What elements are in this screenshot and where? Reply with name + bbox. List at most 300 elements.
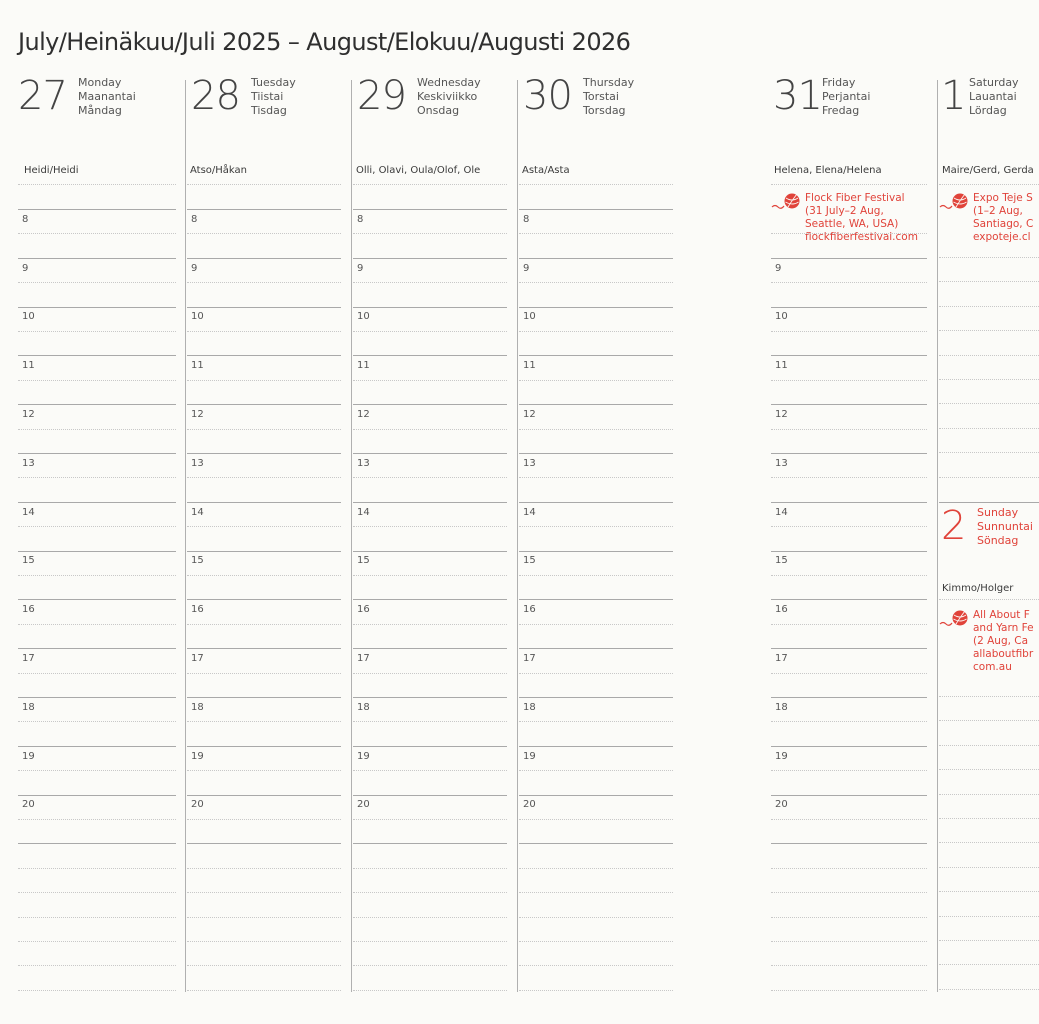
dotted-rule bbox=[18, 477, 176, 478]
dotted-rule bbox=[18, 526, 176, 527]
yarn-ball-icon bbox=[939, 609, 969, 631]
hour-label: 12 bbox=[191, 409, 204, 420]
day-number: 2 bbox=[941, 503, 966, 549]
hour-rule bbox=[18, 209, 176, 210]
column-divider bbox=[937, 80, 938, 992]
hour-label: 13 bbox=[523, 457, 536, 469]
dotted-rule bbox=[939, 940, 1039, 941]
dotted-rule bbox=[939, 281, 1039, 282]
dotted-rule bbox=[18, 282, 176, 283]
dotted-rule bbox=[187, 575, 341, 576]
hour-label: 14 bbox=[775, 506, 788, 518]
dotted-rule bbox=[187, 721, 341, 722]
dotted-rule bbox=[519, 282, 673, 283]
day-names bbox=[583, 76, 634, 118]
hour-label: 8 bbox=[357, 213, 364, 225]
hour-label: 20 bbox=[191, 799, 204, 811]
day-name-en: Tuesday bbox=[251, 76, 296, 89]
hour-label: 15 bbox=[191, 555, 204, 567]
hour-label: 17 bbox=[523, 653, 536, 664]
hour-rule bbox=[18, 307, 176, 308]
dotted-rule bbox=[519, 624, 673, 625]
dotted-rule bbox=[771, 673, 927, 674]
hour-rule bbox=[18, 258, 176, 259]
hour-rule bbox=[771, 843, 927, 844]
hour-rule bbox=[187, 404, 341, 405]
hour-rule bbox=[771, 502, 927, 503]
dotted-rule bbox=[18, 184, 176, 185]
hour-label: 16 bbox=[357, 604, 370, 616]
yarn-ball-icon bbox=[771, 192, 801, 214]
hour-rule bbox=[353, 843, 507, 844]
hour-label: 20 bbox=[22, 799, 35, 811]
dotted-rule bbox=[939, 428, 1039, 429]
dotted-rule bbox=[187, 892, 341, 893]
day-column-tuesday bbox=[187, 72, 341, 811]
column-divider bbox=[517, 80, 518, 992]
hour-label: 12 bbox=[22, 409, 35, 420]
dotted-rule bbox=[771, 770, 927, 771]
hour-label: 14 bbox=[523, 506, 536, 518]
dotted-rule bbox=[939, 306, 1039, 307]
dotted-rule bbox=[939, 403, 1039, 404]
hour-rule bbox=[187, 209, 341, 210]
hour-label: 9 bbox=[775, 262, 782, 274]
dotted-rule bbox=[18, 941, 176, 942]
hour-rule bbox=[18, 355, 176, 356]
page-title: July/Heinäkuu/Juli 2025 – August/Elokuu/Augusti 2026 bbox=[18, 28, 631, 56]
hour-label: 13 bbox=[22, 457, 35, 469]
dotted-rule bbox=[939, 989, 1039, 990]
hour-rule bbox=[18, 746, 176, 747]
dotted-rule bbox=[771, 941, 927, 942]
nameday: Maire/Gerd, Gerda bbox=[942, 165, 1034, 176]
hour-label: 12 bbox=[357, 409, 370, 420]
dotted-rule bbox=[18, 575, 176, 576]
hour-label: 14 bbox=[22, 506, 35, 518]
dotted-rule bbox=[771, 575, 927, 576]
hour-rule bbox=[18, 795, 176, 796]
dotted-rule bbox=[18, 429, 176, 430]
hour-label: 20 bbox=[357, 799, 370, 811]
hour-label: 17 bbox=[775, 653, 788, 664]
day-name-fi: Sunnuntai bbox=[977, 520, 1033, 533]
dotted-rule bbox=[519, 233, 673, 234]
hour-label: 10 bbox=[22, 311, 35, 323]
dotted-rule bbox=[519, 965, 673, 966]
dotted-rule bbox=[771, 721, 927, 722]
hour-label: 10 bbox=[523, 311, 536, 323]
column-divider bbox=[351, 80, 352, 992]
day-number: 31 bbox=[773, 73, 822, 119]
dotted-rule bbox=[353, 965, 507, 966]
hour-label: 13 bbox=[357, 457, 370, 469]
dotted-rule bbox=[939, 794, 1039, 795]
nameday: Olli, Olavi, Oula/Olof, Ole bbox=[356, 165, 481, 176]
dotted-rule bbox=[519, 477, 673, 478]
nameday: Heidi/Heidi bbox=[24, 165, 79, 176]
dotted-rule bbox=[18, 917, 176, 918]
hour-label: 18 bbox=[191, 701, 204, 713]
dotted-rule bbox=[939, 842, 1039, 843]
day-name-fi: Lauantai bbox=[969, 90, 1017, 103]
day-number: 27 bbox=[18, 73, 67, 119]
event-text: Flock Fiber Festival (31 July–2 Aug, Seattle, WA, USA) flockfiberfestival.com bbox=[805, 192, 918, 243]
dotted-rule bbox=[18, 380, 176, 381]
dotted-rule bbox=[771, 477, 927, 478]
hour-label: 15 bbox=[357, 555, 370, 567]
hour-label: 11 bbox=[523, 360, 536, 372]
dotted-rule bbox=[353, 624, 507, 625]
day-names bbox=[78, 76, 136, 118]
hour-rule bbox=[519, 404, 673, 405]
day-name-en: Saturday bbox=[969, 76, 1019, 89]
day-name-sv: Måndag bbox=[78, 104, 122, 117]
hour-rule bbox=[187, 453, 341, 454]
hour-rule bbox=[519, 502, 673, 503]
hour-rule bbox=[353, 453, 507, 454]
dotted-rule bbox=[353, 575, 507, 576]
dotted-rule bbox=[353, 941, 507, 942]
dotted-rule bbox=[187, 233, 341, 234]
dotted-rule bbox=[353, 233, 507, 234]
hour-rule bbox=[353, 355, 507, 356]
dotted-rule bbox=[187, 941, 341, 942]
hour-rule bbox=[187, 795, 341, 796]
event-expo-teje bbox=[939, 192, 1033, 244]
hour-rule bbox=[18, 697, 176, 698]
dotted-rule bbox=[939, 916, 1039, 917]
hour-rule bbox=[187, 355, 341, 356]
hour-rule bbox=[519, 843, 673, 844]
dotted-rule bbox=[939, 720, 1039, 721]
day-column-weekend bbox=[939, 72, 1039, 673]
event-flock-fiber-festival bbox=[771, 192, 918, 244]
dotted-rule bbox=[939, 696, 1039, 697]
dotted-rule bbox=[187, 380, 341, 381]
dotted-rule bbox=[187, 526, 341, 527]
dotted-rule bbox=[519, 429, 673, 430]
dotted-rule bbox=[18, 819, 176, 820]
hour-label: 11 bbox=[22, 360, 35, 372]
day-name-sv: Onsdag bbox=[417, 104, 460, 117]
day-number: 29 bbox=[357, 73, 406, 119]
dotted-rule bbox=[18, 331, 176, 332]
day-names bbox=[969, 76, 1019, 118]
hour-rule bbox=[771, 404, 927, 405]
dotted-rule bbox=[939, 379, 1039, 380]
hour-rule bbox=[519, 258, 673, 259]
hour-label: 17 bbox=[357, 653, 370, 664]
dotted-rule bbox=[771, 965, 927, 966]
day-name-en: Monday bbox=[78, 76, 122, 89]
day-number: 1 bbox=[941, 73, 966, 119]
hour-label: 14 bbox=[357, 506, 370, 518]
hour-label: 20 bbox=[523, 799, 536, 811]
hour-rule bbox=[353, 551, 507, 552]
hour-label: 16 bbox=[523, 604, 536, 616]
dotted-rule bbox=[519, 990, 673, 991]
hour-label: 8 bbox=[523, 213, 530, 225]
dotted-rule bbox=[771, 184, 927, 185]
hour-rule bbox=[187, 843, 341, 844]
day-column-thursday bbox=[519, 72, 673, 811]
dotted-rule bbox=[939, 599, 1039, 600]
hour-rule bbox=[18, 502, 176, 503]
dotted-rule bbox=[519, 673, 673, 674]
hour-label: 15 bbox=[22, 555, 35, 567]
hour-rule bbox=[771, 599, 927, 600]
hour-rule bbox=[18, 648, 176, 649]
dotted-rule bbox=[519, 331, 673, 332]
hour-label: 10 bbox=[357, 311, 370, 323]
dotted-rule bbox=[187, 184, 341, 185]
day-name-en: Thursday bbox=[583, 76, 635, 89]
column-divider bbox=[185, 80, 186, 992]
event-all-about-fibre bbox=[939, 609, 1034, 674]
hour-label: 12 bbox=[523, 409, 536, 420]
day-header bbox=[353, 72, 507, 132]
hour-rule bbox=[519, 599, 673, 600]
day-column-friday bbox=[771, 72, 927, 811]
day-header bbox=[939, 72, 1039, 132]
hour-rule bbox=[353, 697, 507, 698]
hour-rule bbox=[519, 307, 673, 308]
dotted-rule bbox=[18, 233, 176, 234]
nameday: Kimmo/Holger bbox=[942, 583, 1014, 594]
hour-label: 17 bbox=[191, 653, 204, 664]
dotted-rule bbox=[18, 721, 176, 722]
hour-label: 8 bbox=[22, 213, 29, 225]
day-name-sv: Fredag bbox=[822, 104, 860, 117]
dotted-rule bbox=[939, 184, 1039, 185]
dotted-rule bbox=[187, 331, 341, 332]
dotted-rule bbox=[353, 917, 507, 918]
day-names bbox=[822, 76, 870, 118]
dotted-rule bbox=[771, 624, 927, 625]
dotted-rule bbox=[939, 867, 1039, 868]
day-header bbox=[187, 72, 341, 132]
day-name-en: Sunday bbox=[977, 506, 1019, 519]
dotted-rule bbox=[18, 892, 176, 893]
hour-rule bbox=[187, 746, 341, 747]
event-text: All About F and Yarn Fe (2 Aug, Ca allaboutfibr com.au bbox=[973, 609, 1034, 673]
hour-rule bbox=[18, 843, 176, 844]
day-header bbox=[519, 72, 673, 132]
dotted-rule bbox=[519, 575, 673, 576]
dotted-rule bbox=[18, 770, 176, 771]
hour-rule bbox=[187, 648, 341, 649]
hour-rule bbox=[353, 746, 507, 747]
dotted-rule bbox=[187, 917, 341, 918]
hour-label: 11 bbox=[357, 360, 370, 372]
day-name-fi: Tiistai bbox=[251, 90, 284, 103]
day-number: 30 bbox=[523, 73, 572, 119]
dotted-rule bbox=[519, 868, 673, 869]
hour-label: 18 bbox=[357, 701, 370, 713]
dotted-rule bbox=[939, 964, 1039, 965]
dotted-rule bbox=[353, 477, 507, 478]
dotted-rule bbox=[187, 429, 341, 430]
dotted-rule bbox=[353, 892, 507, 893]
hour-rule bbox=[771, 355, 927, 356]
hour-rule bbox=[187, 502, 341, 503]
hour-rule bbox=[353, 258, 507, 259]
day-name-sv: Tisdag bbox=[251, 104, 287, 117]
hour-rule bbox=[18, 599, 176, 600]
hour-rule bbox=[353, 307, 507, 308]
dotted-rule bbox=[939, 477, 1039, 478]
nameday: Asta/Asta bbox=[522, 165, 570, 176]
hour-rule bbox=[519, 453, 673, 454]
dotted-rule bbox=[187, 965, 341, 966]
day-header-sunday bbox=[939, 502, 1039, 562]
day-column-wednesday bbox=[353, 72, 507, 811]
dotted-rule bbox=[353, 868, 507, 869]
day-header bbox=[18, 72, 176, 132]
hour-label: 9 bbox=[357, 262, 364, 274]
day-names bbox=[977, 506, 1033, 548]
hour-rule bbox=[353, 599, 507, 600]
hour-label: 10 bbox=[775, 311, 788, 323]
dotted-rule bbox=[939, 745, 1039, 746]
hour-rule bbox=[771, 551, 927, 552]
day-number: 28 bbox=[191, 73, 240, 119]
dotted-rule bbox=[939, 818, 1039, 819]
hour-label: 12 bbox=[775, 409, 788, 420]
dotted-rule bbox=[18, 965, 176, 966]
day-name-sv: Torsdag bbox=[583, 104, 626, 117]
hour-label: 9 bbox=[22, 262, 29, 274]
hour-label: 19 bbox=[357, 750, 370, 762]
hour-rule bbox=[519, 746, 673, 747]
hour-label: 19 bbox=[775, 750, 788, 762]
dotted-rule bbox=[187, 819, 341, 820]
dotted-rule bbox=[187, 282, 341, 283]
dotted-rule bbox=[771, 380, 927, 381]
dotted-rule bbox=[187, 477, 341, 478]
hour-rule bbox=[187, 307, 341, 308]
hour-rule bbox=[519, 648, 673, 649]
hour-label: 8 bbox=[191, 213, 198, 225]
dotted-rule bbox=[519, 526, 673, 527]
dotted-rule bbox=[353, 990, 507, 991]
hour-label: 19 bbox=[191, 750, 204, 762]
hour-label: 16 bbox=[191, 604, 204, 616]
dotted-rule bbox=[519, 917, 673, 918]
nameday: Atso/Håkan bbox=[190, 165, 248, 176]
dotted-rule bbox=[18, 990, 176, 991]
dotted-rule bbox=[353, 770, 507, 771]
yarn-ball-icon bbox=[939, 192, 969, 214]
dotted-rule bbox=[187, 990, 341, 991]
dotted-rule bbox=[353, 380, 507, 381]
hour-rule bbox=[519, 551, 673, 552]
hour-label: 16 bbox=[22, 604, 35, 616]
hour-rule bbox=[353, 502, 507, 503]
hour-label: 15 bbox=[775, 555, 788, 567]
hour-rule bbox=[519, 209, 673, 210]
hour-rule bbox=[353, 404, 507, 405]
dotted-rule bbox=[519, 721, 673, 722]
dotted-rule bbox=[353, 721, 507, 722]
hour-label: 9 bbox=[191, 262, 198, 274]
dotted-rule bbox=[771, 819, 927, 820]
day-names bbox=[417, 76, 481, 118]
hour-label: 11 bbox=[191, 360, 204, 372]
dotted-rule bbox=[353, 331, 507, 332]
dotted-rule bbox=[353, 184, 507, 185]
hour-label: 20 bbox=[775, 799, 788, 811]
day-name-fi: Keskiviikko bbox=[417, 90, 478, 103]
hour-label: 19 bbox=[523, 750, 536, 762]
hour-rule bbox=[353, 648, 507, 649]
dotted-rule bbox=[939, 330, 1039, 331]
hour-label: 15 bbox=[523, 555, 536, 567]
dotted-rule bbox=[187, 673, 341, 674]
dotted-rule bbox=[353, 673, 507, 674]
day-name-fi: Perjantai bbox=[822, 90, 871, 103]
hour-rule bbox=[771, 746, 927, 747]
dotted-rule bbox=[18, 624, 176, 625]
hour-rule bbox=[771, 258, 927, 259]
dotted-rule bbox=[771, 917, 927, 918]
hour-rule bbox=[771, 307, 927, 308]
dotted-rule bbox=[939, 891, 1039, 892]
event-text: Expo Teje S (1–2 Aug, Santiago, C expoteje.cl bbox=[973, 192, 1034, 243]
dotted-rule bbox=[939, 452, 1039, 453]
dotted-rule bbox=[771, 331, 927, 332]
hour-label: 19 bbox=[22, 750, 35, 762]
hour-rule bbox=[519, 697, 673, 698]
sunday-divider bbox=[939, 502, 1039, 503]
dotted-rule bbox=[771, 282, 927, 283]
hour-rule bbox=[18, 453, 176, 454]
hour-label: 17 bbox=[22, 653, 35, 664]
dotted-rule bbox=[18, 868, 176, 869]
dotted-rule bbox=[187, 868, 341, 869]
dotted-rule bbox=[519, 941, 673, 942]
day-name-en: Wednesday bbox=[417, 76, 481, 89]
hour-label: 13 bbox=[775, 457, 788, 469]
hour-rule bbox=[519, 355, 673, 356]
hour-label: 10 bbox=[191, 311, 204, 323]
hour-rule bbox=[18, 404, 176, 405]
hour-label: 18 bbox=[523, 701, 536, 713]
dotted-rule bbox=[771, 233, 927, 234]
hour-label: 16 bbox=[775, 604, 788, 616]
hour-label: 18 bbox=[22, 701, 35, 713]
dotted-rule bbox=[519, 380, 673, 381]
hour-label: 9 bbox=[523, 262, 530, 274]
hour-label: 18 bbox=[775, 701, 788, 713]
nameday: Helena, Elena/Helena bbox=[774, 165, 882, 176]
hour-rule bbox=[519, 795, 673, 796]
day-name-fi: Maanantai bbox=[78, 90, 136, 103]
hour-rule bbox=[771, 648, 927, 649]
hour-rule bbox=[187, 551, 341, 552]
dotted-rule bbox=[519, 184, 673, 185]
hour-rule bbox=[771, 453, 927, 454]
hour-rule bbox=[18, 551, 176, 552]
day-column-monday bbox=[18, 72, 176, 811]
dotted-rule bbox=[353, 819, 507, 820]
hour-rule bbox=[187, 599, 341, 600]
dotted-rule bbox=[18, 673, 176, 674]
dotted-rule bbox=[771, 429, 927, 430]
day-name-en: Friday bbox=[822, 76, 856, 89]
dotted-rule bbox=[939, 355, 1039, 356]
